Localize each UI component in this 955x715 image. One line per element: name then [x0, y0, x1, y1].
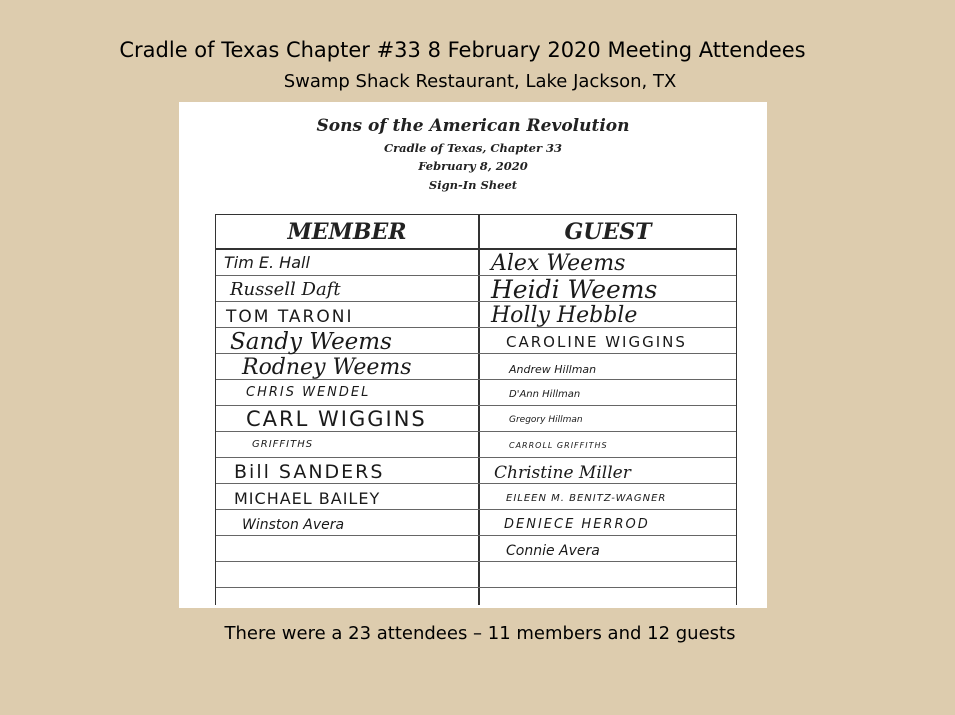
guest-signature: Alex Weems — [491, 251, 626, 276]
row-rule — [216, 535, 736, 536]
member-signature: Tim E. Hall — [224, 253, 310, 272]
guest-signature: Connie Avera — [506, 543, 600, 559]
member-signature: CARL WIGGINS — [246, 407, 427, 431]
member-signature: Winston Avera — [242, 517, 345, 533]
member-signature: Sandy Weems — [230, 329, 392, 355]
member-signature: CHRIS WENDEL — [246, 385, 371, 400]
attendee-summary: There were a 23 attendees – 11 members and 12 guests — [224, 623, 736, 644]
member-signature: MICHAEL BAILEY — [234, 489, 381, 508]
guest-signature: D'Ann Hillman — [509, 389, 581, 400]
guest-signature: EILEEN M. BENITZ-WAGNER — [506, 493, 667, 504]
row-rule — [216, 275, 736, 276]
sheet-chapter: Cradle of Texas, Chapter 33 — [383, 141, 563, 155]
row-rule — [216, 561, 736, 562]
slide-subtitle: Swamp Shack Restaurant, Lake Jackson, TX — [283, 71, 677, 92]
row-rule — [216, 483, 736, 484]
column-divider — [478, 215, 480, 605]
member-signature: GRIFFITHS — [252, 439, 314, 450]
guest-signature: DENIECE HERROD — [504, 517, 650, 532]
row-rule — [216, 431, 736, 432]
guest-signature: CAROLINE WIGGINS — [506, 333, 687, 351]
row-rule — [216, 587, 736, 588]
member-signature: TOM TARONI — [226, 307, 354, 327]
member-column-header: MEMBER — [287, 219, 407, 245]
guest-signature: Christine Miller — [494, 463, 631, 483]
row-rule — [216, 457, 736, 458]
sheet-label: Sign-In Sheet — [428, 178, 518, 192]
guest-column-header: GUEST — [564, 219, 652, 245]
sheet-title: Sons of the American Revolution — [316, 116, 630, 136]
member-signature: Rodney Weems — [242, 355, 412, 380]
sheet-date: February 8, 2020 — [418, 159, 528, 173]
guest-signature: Holly Hebble — [491, 303, 638, 328]
row-rule — [216, 405, 736, 406]
attendee-table — [215, 214, 737, 605]
header-rule — [216, 248, 736, 250]
slide-title: Cradle of Texas Chapter #33 8 February 2020 Meeting Attendees — [119, 38, 806, 62]
guest-signature: Gregory Hillman — [509, 415, 583, 425]
sign-in-sheet-image — [179, 102, 767, 608]
row-rule — [216, 509, 736, 510]
guest-signature: Heidi Weems — [491, 275, 658, 304]
row-rule — [216, 327, 736, 328]
guest-signature: CARROLL GRIFFITHS — [509, 441, 608, 450]
guest-signature: Andrew Hillman — [509, 363, 597, 376]
member-signature: Bill SANDERS — [234, 461, 385, 483]
member-signature: Russell Daft — [230, 279, 341, 300]
row-rule — [216, 301, 736, 302]
